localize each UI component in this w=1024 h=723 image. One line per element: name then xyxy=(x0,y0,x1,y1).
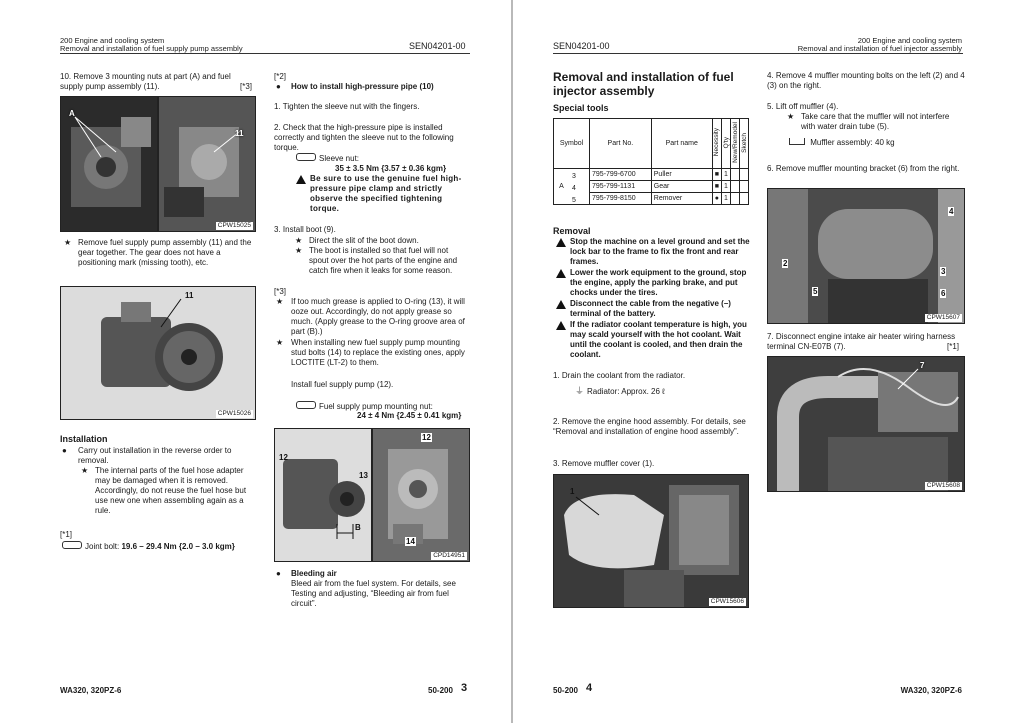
step-7-ref: [*1] xyxy=(947,342,960,351)
part-name-cell: Puller xyxy=(651,169,712,181)
bullet-icon: ● xyxy=(276,569,281,578)
col-header-vertical: Sketch xyxy=(740,119,749,169)
necessity-cell: ■ xyxy=(712,181,721,193)
photo-muffler-bracket xyxy=(767,188,965,324)
wrench-icon xyxy=(296,401,316,409)
loctite-note: ★ When installing new fuel supply pump mounting stud bolts (14) to replace the existing ones, apply LOCTITE (LT-2) to them. xyxy=(276,338,465,367)
part-no-cell: 795-799-6700 xyxy=(590,169,652,181)
header-section: 200 Engine and cooling system xyxy=(60,36,165,45)
qty-cell: 1 xyxy=(722,181,731,193)
star-icon: ★ xyxy=(81,466,89,475)
item-numbers: 3 4 5 xyxy=(572,173,576,204)
photo-label: 3 xyxy=(941,267,946,276)
header-doc-no: SEN04201-00 xyxy=(553,41,610,51)
part-name-cell: Remover xyxy=(651,193,712,205)
install-pump: Install fuel supply pump (12). xyxy=(291,380,394,389)
right-page xyxy=(513,0,1024,723)
warning-icon xyxy=(556,269,566,278)
col-header-vertical: New/Remodel xyxy=(731,119,740,169)
removal-title: Removal xyxy=(553,226,591,236)
photo-label: 1 xyxy=(570,487,575,496)
step-2: 2. Remove the engine hood assembly. For details, see “Removal and installation of engine hood assembly”. xyxy=(553,417,746,436)
col-header: Part No. xyxy=(590,119,652,169)
footer-page: 50-200 xyxy=(553,686,578,695)
footer-page: 50-200 xyxy=(428,686,453,695)
photo-label: 2 xyxy=(783,259,788,268)
step-3b: ★ The boot is installed so that fuel will not spout over the hot parts of the engine and catch fire when it leaks for some reason. xyxy=(295,246,458,275)
header-section: 200 Engine and cooling system xyxy=(857,36,962,45)
footer-model: WA320, 320PZ-6 xyxy=(60,686,122,695)
bullet-icon: ● xyxy=(276,82,281,91)
header-title: Removal and installation of fuel injector assembly xyxy=(797,44,962,53)
step-5-note: ★ Take care that the muffler will not interfere with water drain tube (5). xyxy=(787,112,950,131)
photo-label: 12 xyxy=(422,433,431,442)
ref-3: [*3] xyxy=(274,287,287,296)
star-icon: ★ xyxy=(295,246,303,255)
photo-label: 13 xyxy=(359,471,368,480)
star-icon: ★ xyxy=(64,238,72,247)
warning-icon xyxy=(556,321,566,330)
photo-pump-install-a xyxy=(274,428,372,562)
footer-page-num: 3 xyxy=(461,682,468,694)
photo-caption: CPD14951 xyxy=(433,552,465,559)
header-title: Removal and installation of fuel supply pump assembly xyxy=(60,44,243,53)
ref-2: [*2] xyxy=(274,72,287,81)
installation-title: Installation xyxy=(60,434,108,444)
necessity-cell: ■ xyxy=(712,169,721,181)
page-title: Removal and installation of fuel injector assembly xyxy=(553,70,734,98)
step-6: 6. Remove muffler mounting bracket (6) from the right. xyxy=(767,164,960,173)
sleeve-nut-label: Sleeve nut: xyxy=(296,153,359,164)
warning-icon xyxy=(556,238,566,247)
warning-1: Stop the machine on a level ground and set the lock bar to the frame to fix the front and rear frames. xyxy=(570,237,752,267)
photo-label: 4 xyxy=(949,207,954,216)
step-7: 7. Disconnect engine intake air heater wiring harness terminal CN-E07B (7). xyxy=(767,332,956,351)
symbol-cell: A xyxy=(554,169,590,205)
warning-icon xyxy=(296,175,306,184)
step-10: 10. Remove 3 mounting nuts at part (A) and fuel supply pump assembly (11). xyxy=(60,72,231,91)
step-5: 5. Lift off muffler (4). xyxy=(767,102,839,111)
col-header-vertical: Q'ty xyxy=(722,119,731,169)
star-icon: ★ xyxy=(295,236,303,245)
star-icon: ★ xyxy=(276,338,284,347)
installation-note: ★ The internal parts of the fuel hose adapter may be damaged when it is removed. Accordingly, do not reuse the fuel hose but use new one when assembling again as a rule. xyxy=(81,466,247,515)
step-1: 1. Drain the coolant from the radiator. xyxy=(553,371,686,380)
table-row xyxy=(554,169,749,181)
photo-label: A xyxy=(69,109,75,118)
left-page xyxy=(0,0,511,723)
step-3a: ★ Direct the slit of the boot down. xyxy=(295,236,419,245)
photo-heater-harness xyxy=(767,356,965,492)
installation-bullet: ● Carry out installation in the reverse order to removal. xyxy=(62,446,232,465)
photo-caption: CPW15026 xyxy=(217,410,251,417)
bleeding-air-title: ● Bleeding air xyxy=(276,569,337,578)
radiator-capacity: ⏚ Radiator: Approx. 26 ℓ xyxy=(575,386,665,396)
qty-cell: 1 xyxy=(722,169,731,181)
photo-label: 5 xyxy=(813,287,818,296)
coolant-icon: ⏚ xyxy=(575,386,585,396)
qty-cell: 1 xyxy=(722,193,731,205)
photo-label: 14 xyxy=(406,537,415,546)
header-doc-no: SEN04201-00 xyxy=(409,41,466,51)
note-gear: ★ Remove fuel supply pump assembly (11) and the gear together. The gear does not have a positioning mark (missing tooth), etc. xyxy=(64,238,252,267)
photo-caption: CPW15025 xyxy=(217,222,251,229)
step-3: 3. Remove muffler cover (1). xyxy=(553,459,655,468)
grease-note: ★ If too much grease is applied to O-ring (13), it will ooze out. Accordingly, do not apply grease so much. (Apply grease to the O-ring groove area of part (B).) xyxy=(276,297,465,336)
photo-muffler-cover xyxy=(553,474,749,608)
col-header: Part name xyxy=(651,119,712,169)
step-10-ref: [*3] xyxy=(240,82,253,91)
footer-model: WA320, 320PZ-6 xyxy=(900,686,962,695)
mount-nut-label: Fuel supply pump mounting nut: xyxy=(296,401,433,412)
bullet-icon: ● xyxy=(62,446,67,455)
hoist-icon xyxy=(789,138,805,145)
special-tools-table xyxy=(553,118,749,205)
photo-label: 11 xyxy=(185,291,194,300)
step-4: 4. Remove 4 muffler mounting bolts on the left (2) and 4 (3) on the right. xyxy=(767,71,965,90)
mount-nut-value: 24 ± 4 Nm {2.45 ± 0.41 kgm} xyxy=(357,411,462,420)
star-icon: ★ xyxy=(276,297,284,306)
photo-pump-install-b xyxy=(372,428,470,562)
star-icon: ★ xyxy=(787,112,795,121)
muffler-weight: Muffler assembly: 40 kg xyxy=(789,138,895,148)
photo-label: 7 xyxy=(920,361,925,370)
photo-caption: CPW15606 xyxy=(710,598,744,605)
photo-pump-removal-a xyxy=(60,96,158,232)
col-header-vertical: Necessity xyxy=(712,119,721,169)
wrench-icon xyxy=(296,153,316,161)
warning-pipe-clamp: Be sure to use the genuine fuel high-pressure pipe clamp and strictly observe the specified tightening torque. xyxy=(310,174,470,214)
photo-caption: CPW15608 xyxy=(926,482,960,489)
part-name-cell: Gear xyxy=(651,181,712,193)
warning-2: Lower the work equipment to the ground, stop the engine, apply the parking brake, and put chocks under the tires. xyxy=(570,268,752,298)
special-tools-title: Special tools xyxy=(553,103,609,113)
part-no-cell: 795-799-1131 xyxy=(590,181,652,193)
part-no-cell: 795-799-8150 xyxy=(590,193,652,205)
step-1: 1. Tighten the sleeve nut with the fingers. xyxy=(274,102,420,111)
photo-label: 12 xyxy=(279,453,288,462)
photo-label: 6 xyxy=(941,289,946,298)
sleeve-nut-value: 35 ± 3.5 Nm {3.57 ± 0.36 kgm} xyxy=(335,164,447,173)
necessity-cell: ● xyxy=(712,193,721,205)
bleeding-air-text: Bleed air from the fuel system. For details, see Testing and adjusting, “Bleeding air from fuel circuit”. xyxy=(291,579,456,608)
photo-caption: CPW15607 xyxy=(926,314,960,321)
footer-page-num: 4 xyxy=(586,682,593,694)
step-2: 2. Check that the high-pressure pipe is installed correctly and tighten the sleeve nut to the following torque. xyxy=(274,123,454,152)
warning-icon xyxy=(556,300,566,309)
col-header: Symbol xyxy=(554,119,590,169)
photo-pump-removal-b xyxy=(158,96,256,232)
torque-joint-bolt: Joint bolt: 19.6 – 29.4 Nm {2.0 – 3.0 kgm} xyxy=(62,541,235,552)
warning-4: If the radiator coolant temperature is high, you may scald yourself with the hot coolant. Wait until the coolant is cooled, and then drain the coolant. xyxy=(570,320,752,360)
ref-1: [*1] xyxy=(60,530,73,539)
warning-3: Disconnect the cable from the negative (–) terminal of the battery. xyxy=(570,299,752,319)
hp-pipe-title: ● How to install high-pressure pipe (10) xyxy=(276,82,434,91)
photo-pump-assembly xyxy=(60,286,256,420)
wrench-icon xyxy=(62,541,82,549)
photo-label: B xyxy=(355,523,361,532)
photo-label: 11 xyxy=(235,129,244,138)
step-3: 3. Install boot (9). xyxy=(274,225,336,234)
